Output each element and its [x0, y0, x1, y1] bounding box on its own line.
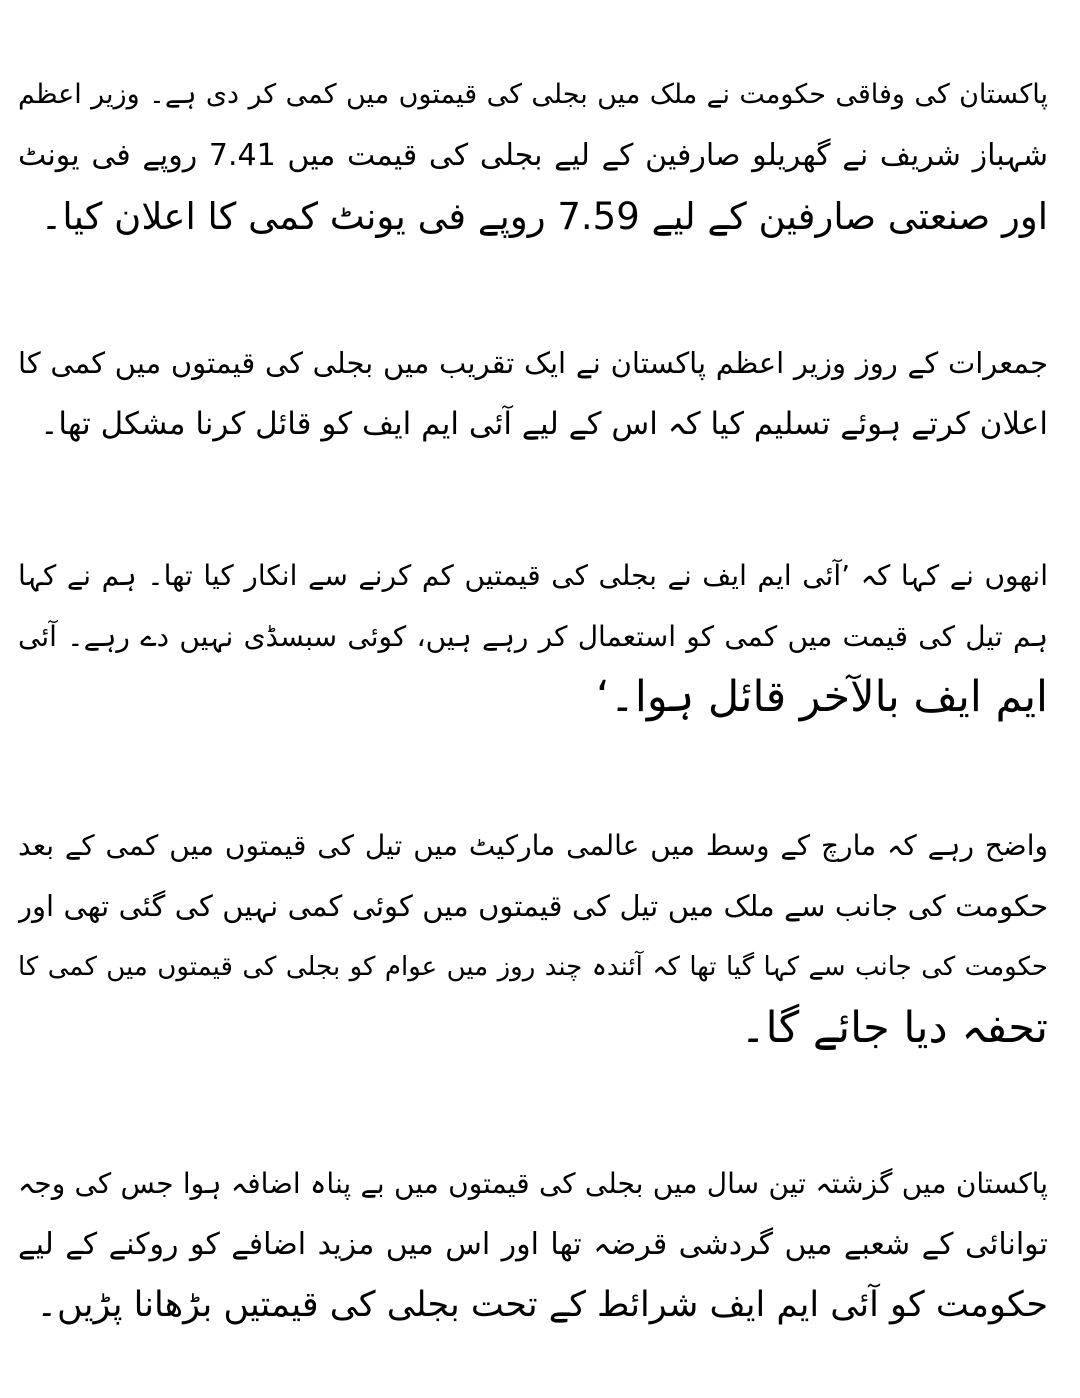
paragraph-4: [18, 815, 1048, 1059]
paragraph-2: [18, 333, 1048, 455]
paragraph-3: [18, 545, 1048, 728]
paragraph-line: واضح رہے کہ مارچ کے وسط میں عالمی مارکیٹ میں تیل کی قیمتوں میں کمی کے بعد: [18, 829, 1048, 862]
paragraph-line: حکومت کی جانب سے ملک میں تیل کی قیمتوں میں کوئی کمی نہیں کی گئی تھی اور: [18, 889, 1048, 923]
paragraph-line: پاکستان کی وفاقی حکومت نے ملک میں بجلی کی قیمتوں میں کمی کر دی ہے۔ وزیر اعظم: [18, 79, 1048, 110]
paragraph-line: جمعرات کے روز وزیر اعظم پاکستان نے ایک تقریب میں بجلی کی قیمتوں میں کمی کا: [18, 346, 1048, 380]
paragraph-line: انھوں نے کہا کہ ’آئی ایم ایف نے بجلی کی قیمتیں کم کرنے سے انکار کیا تھا۔ ہم نے کہا: [18, 559, 1048, 592]
paragraph-line: پاکستان میں گزشتہ تین سال میں بجلی کی قیمتوں میں بے پناہ اضافہ ہوا جس کی وجہ: [18, 1167, 1048, 1200]
paragraph-5: [18, 1153, 1048, 1336]
paragraph-1: [18, 64, 1048, 247]
paragraph-line: حکومت کو آئی ایم ایف شرائط کے تحت بجلی کی قیمتیں بڑھانا پڑیں۔: [36, 1285, 1048, 1325]
paragraph-line: تحفہ دیا جائے گا۔: [740, 1003, 1048, 1053]
paragraph-line: حکومت کی جانب سے کہا گیا تھا کہ آئندہ چند روز میں عوام کو بجلی کی قیمتوں میں کمی کا: [18, 952, 1048, 982]
paragraph-line: ہم تیل کی قیمت میں کمی کو استعمال کر رہے ہیں، کوئی سبسڈی نہیں دے رہے۔ آئی: [18, 620, 1048, 653]
paragraph-line: اور صنعتی صارفین کے لیے 7.59 روپے فی یونٹ کمی کا اعلان کیا۔: [40, 195, 1048, 238]
paragraph-line: اعلان کرتے ہوئے تسلیم کیا کہ اس کے لیے آئی ایم ایف کو قائل کرنا مشکل تھا۔: [40, 406, 1048, 442]
paragraph-line: توانائی کے شعبے میں گردشی قرضہ تھا اور اس میں مزید اضافے کو روکنے کے لیے: [18, 1227, 1048, 1262]
paragraph-line: شہباز شریف نے گھریلو صارفین کے لیے بجلی کی قیمت میں 7.41 روپے فی یونٹ: [18, 138, 1048, 173]
paragraph-line: ایم ایف بالآخر قائل ہوا۔‘: [596, 672, 1048, 722]
